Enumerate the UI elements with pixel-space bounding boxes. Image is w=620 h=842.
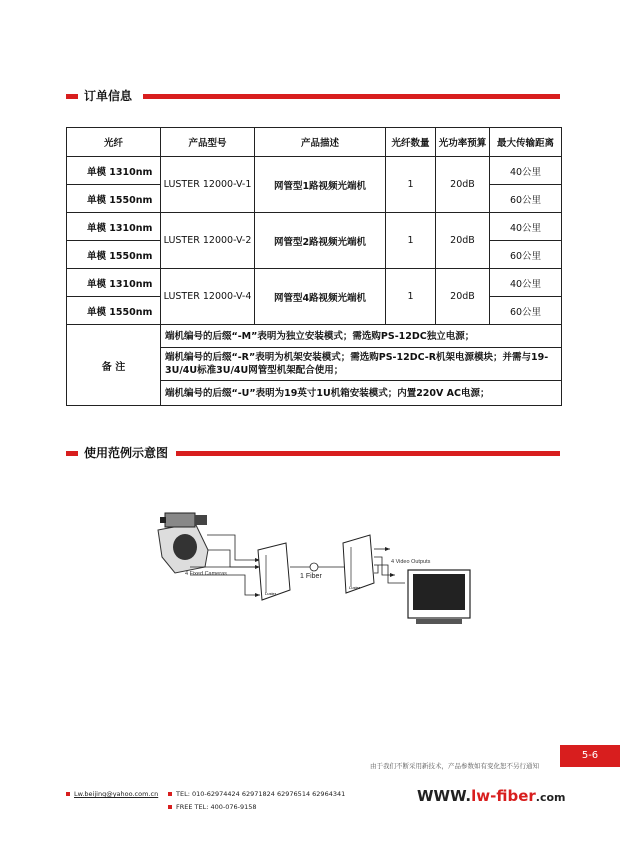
qty-cell: 1 (386, 157, 436, 213)
table-row (67, 157, 562, 185)
monitor-icon (408, 570, 470, 624)
table-header: 产品型号 (161, 128, 255, 157)
usage-diagram (150, 505, 480, 635)
logo-www: WWW. (417, 787, 472, 805)
distance-cell: 60公里 (490, 185, 562, 213)
order-section-header (66, 90, 560, 104)
bullet-icon (66, 792, 70, 796)
device-label: Luster (349, 585, 361, 590)
model-cell: LUSTER 12000-V-4 (161, 269, 255, 325)
table-header: 光纤数量 (386, 128, 436, 157)
footer-email (66, 790, 158, 798)
device-label: Luster (265, 591, 277, 596)
bullet-icon (168, 805, 172, 809)
qty-cell: 1 (386, 269, 436, 325)
footer-tel (168, 790, 345, 798)
section-title: 订单信息 (84, 89, 133, 103)
transmitter-icon (258, 543, 290, 600)
section-marker (66, 451, 78, 456)
section-rule (143, 94, 560, 99)
section-title: 使用范例示意图 (84, 446, 169, 460)
fiber-cell: 单模 1310nm (67, 157, 161, 185)
disclaimer-note: 由于我们不断采用新技术，产品参数如有变化恕不另行通知 (370, 762, 539, 770)
distance-cell: 40公里 (490, 157, 562, 185)
tel-text: TEL: 010-62974424 62971824 62976514 62964341 (176, 790, 346, 798)
brand-logo[interactable] (417, 787, 566, 805)
distance-cell: 40公里 (490, 269, 562, 297)
distance-cell: 60公里 (490, 241, 562, 269)
desc-cell: 网管型2路视频光端机 (255, 213, 386, 269)
table-header: 产品描述 (255, 128, 386, 157)
fiber-line (290, 563, 346, 571)
table-header: 最大传输距离 (490, 128, 562, 157)
table-header: 光功率预算 (436, 128, 490, 157)
fiber-cell: 单模 1550nm (67, 241, 161, 269)
footer-free-tel (168, 803, 257, 811)
notes-label: 备 注 (67, 325, 161, 406)
email-text[interactable]: Lw.beijing@yahoo.com.cn (74, 790, 159, 798)
fiber-cell: 单模 1550nm (67, 185, 161, 213)
usage-section-header (66, 447, 560, 461)
order-table (66, 127, 562, 406)
model-cell: LUSTER 12000-V-1 (161, 157, 255, 213)
fiber-label: 1 Fiber (300, 573, 322, 580)
fiber-cell: 单模 1550nm (67, 297, 161, 325)
camera-icon (158, 513, 208, 573)
note-item: 端机编号的后缀“-M”表明为独立安装模式；需选购PS-12DC独立电源； (161, 325, 562, 348)
free-tel-text: FREE TEL: 400-076-9158 (176, 803, 257, 811)
fiber-cell: 单模 1310nm (67, 269, 161, 297)
notes-row (67, 325, 562, 348)
section-rule (176, 451, 560, 456)
budget-cell: 20dB (436, 213, 490, 269)
fiber-cell: 单模 1310nm (67, 213, 161, 241)
table-header-row (67, 128, 562, 157)
note-item: 端机编号的后缀“-R”表明为机架安装模式；需选购PS-12DC-R机架电源模块；并需与19-3U/4U标准3U/4U网管型机架配合使用； (161, 348, 562, 381)
section-marker (66, 94, 78, 99)
table-row (67, 213, 562, 241)
output-lines (374, 549, 405, 583)
page-number: 5-6 (560, 745, 620, 767)
left-label: 4 Fixed Cameras (185, 571, 227, 577)
budget-cell: 20dB (436, 157, 490, 213)
distance-cell: 40公里 (490, 213, 562, 241)
desc-cell: 网管型1路视频光端机 (255, 157, 386, 213)
qty-cell: 1 (386, 213, 436, 269)
logo-tld: .com (535, 791, 566, 804)
distance-cell: 60公里 (490, 297, 562, 325)
receiver-icon (343, 535, 374, 593)
table-header: 光纤 (67, 128, 161, 157)
table-row (67, 269, 562, 297)
bullet-icon (168, 792, 172, 796)
note-item: 端机编号的后缀“-U”表明为19英寸1U机箱安装模式；内置220V AC电源； (161, 381, 562, 406)
budget-cell: 20dB (436, 269, 490, 325)
logo-name: lw-fiber (471, 787, 536, 805)
model-cell: LUSTER 12000-V-2 (161, 213, 255, 269)
desc-cell: 网管型4路视频光端机 (255, 269, 386, 325)
right-label: 4 Video Outputs (391, 559, 431, 565)
